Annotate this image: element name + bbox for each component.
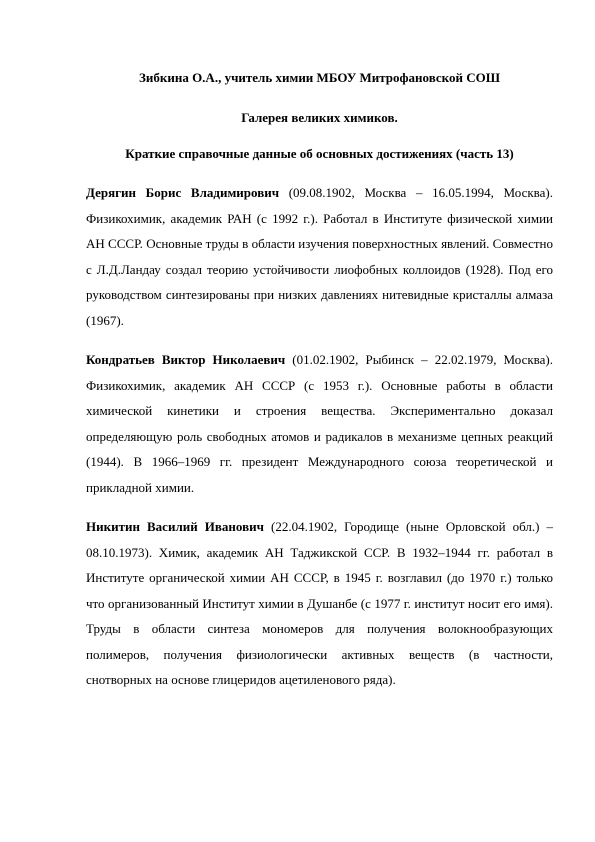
entry-deryagin xyxy=(86,180,553,333)
entry-text: (09.08.1902, Москва – 16.05.1994, Москва). Физикохимик, академик РАН (с 1992 г.). Работал в Институте физической химии АН СССР. Основные труды в области изучения поверхностных явлений. Совместно с Л.Д.Ландау создал теорию устойчивости лиофобных коллоидов (1928). Под его руководством синтезированы при низких давлениях нитевидные кристаллы алмаза (1967). xyxy=(86,185,553,328)
entry-name: Дерягин Борис Владимирович xyxy=(86,185,280,200)
entry-text: (01.02.1902, Рыбинск – 22.02.1979, Москва). Физикохимик, академик АН СССР (с 1953 г.). Основные работы в области химической кинетики и строения вещества. Экспериментально доказал определяющую роль свободных атомов и радикалов в механизме цепных реакций (1944). В 1966–1969 гг. президент Международного союза теоретической и прикладной химии. xyxy=(86,352,554,495)
entry-name: Никитин Василий Иванович xyxy=(86,519,264,534)
author-line: Зибкина О.А., учитель химии МБОУ Митрофановской СОШ xyxy=(139,70,500,85)
entry-kondratyev xyxy=(86,347,553,500)
entry-name: Кондратьев Виктор Николаевич xyxy=(86,352,286,367)
entry-text: (22.04.1902, Городище (ныне Орловской обл.) – 08.10.1973). Химик, академик АН Таджикской ССР. В 1932–1944 гг. работал в Институте органической химии АН СССР, в 1945 г. возглавил (до 1970 г.) только что организованный Институт химии в Душанбе (с 1977 г. институт носит его имя). Труды в области синтеза мономеров для получения волокнообразующих полимеров, получения физиологически активных веществ (в частности, снотворных на основе глицеридов ацетиленового ряда). xyxy=(86,519,554,687)
gallery-title: Галерея великих химиков. xyxy=(241,110,398,125)
document-subtitle: Краткие справочные данные об основных достижениях (часть 13) xyxy=(125,146,514,161)
entry-nikitin xyxy=(86,514,553,693)
